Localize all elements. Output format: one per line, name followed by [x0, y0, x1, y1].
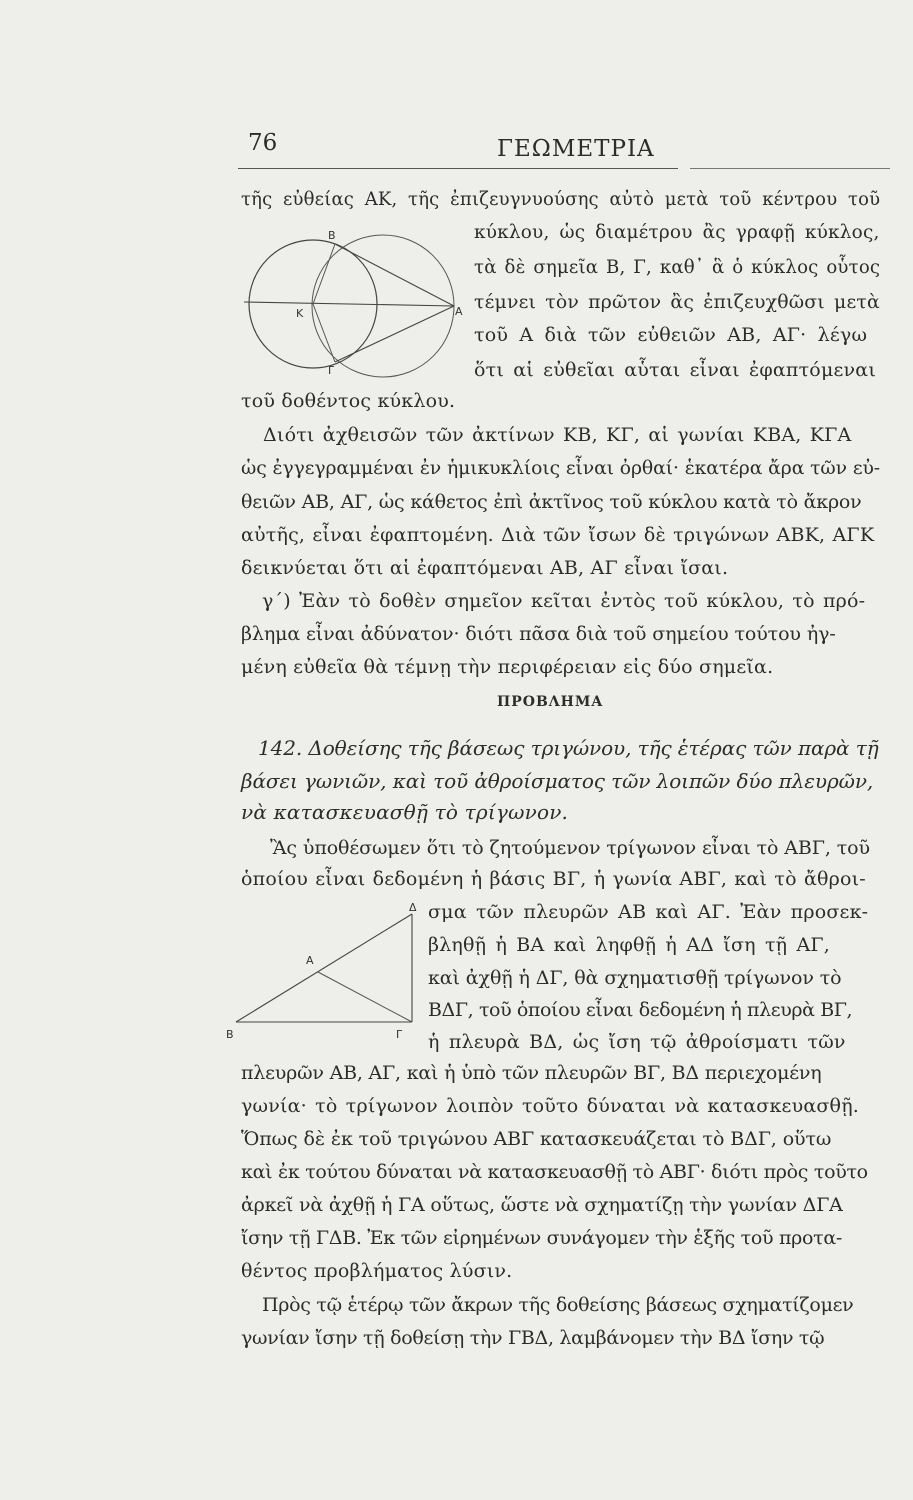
- line-BD: [236, 914, 412, 1022]
- text-line: θειῶν ΑΒ, ΑΓ, ὡς κάθετος ἐπὶ ἀκτῖνος τοῦ κύκλου κατὰ τὸ ἄκρον: [241, 491, 862, 513]
- text-line: ὅτι αἱ εὐθεῖαι αὗται εἶναι ἐφαπτόμεναι: [474, 359, 876, 381]
- text-line: γωνία· τὸ τρίγωνον λοιπὸν τοῦτο δύναται νὰ κατασκευασθῇ.: [241, 1095, 860, 1117]
- text-line: θέντος προβλήματος λύσιν.: [241, 1260, 513, 1282]
- page-title: ΓΕΩΜΕΤΡΙΑ: [497, 136, 655, 162]
- text-line: τοῦ δοθέντος κύκλου.: [241, 390, 456, 412]
- text-line: Ὅπως δὲ ἐκ τοῦ τριγώνου ΑΒΓ κατασκευάζεται τὸ ΒΔΓ, οὕτω: [241, 1128, 832, 1150]
- problem-statement-line: βάσει γωνιῶν, καὶ τοῦ ἀθροίσματος τῶν λοιπῶν δύο πλευρῶν,: [241, 769, 874, 793]
- text-line: πλευρῶν ΑΒ, ΑΓ, καὶ ἡ ὑπὸ τῶν πλευρῶν ΒΓ, ΒΔ περιεχομένη: [241, 1062, 822, 1084]
- line-KA: [244, 302, 454, 306]
- text-line: αὐτῆς, εἶναι ἐφαπτομένη. Διὰ τῶν ἴσων δὲ τριγώνων ΑΒΚ, ΑΓΚ: [241, 524, 875, 546]
- label-D: Δ: [409, 902, 417, 914]
- line-AG: [318, 972, 412, 1022]
- label-K: Κ: [296, 307, 304, 320]
- text-line: Ἂς ὑποθέσωμεν ὅτι τὸ ζητούμενον τρίγωνον εἶναι τὸ ΑΒΓ, τοῦ: [270, 837, 870, 859]
- text-line: δεικνύεται ὅτι αἱ ἐφαπτόμεναι ΑΒ, ΑΓ εἶναι ἴσαι.: [241, 557, 729, 579]
- figure-circle-tangents: [236, 222, 468, 392]
- text-line: ΒΔΓ, τοῦ ὁποίου εἶναι δεδομένη ἡ πλευρὰ ΒΓ,: [428, 999, 853, 1021]
- header-rule: [238, 168, 678, 169]
- problem-statement-line: νὰ κατασκευασθῇ τὸ τρίγωνον.: [241, 800, 569, 824]
- text-line: σμα τῶν πλευρῶν ΑΒ καὶ ΑΓ. Ἐὰν προσεκ-: [428, 901, 869, 923]
- text-line: Διότι ἀχθεισῶν τῶν ἀκτίνων ΚΒ, ΚΓ, αἱ γωνίαι ΚΒΑ, ΚΓΑ: [263, 424, 852, 446]
- text-line: ἀρκεῖ νὰ ἀχθῇ ἡ ΓΑ οὕτως, ὥστε νὰ σχηματίζῃ τὴν γωνίαν ΔΓΑ: [241, 1194, 843, 1216]
- text-line: ἡ πλευρὰ ΒΔ, ὡς ἴση τῷ ἀθροίσματι τῶν: [428, 1031, 846, 1053]
- label-G: Γ: [328, 364, 335, 377]
- text-line: τὰ δὲ σημεῖα Β, Γ, καθ᾽ ἃ ὁ κύκλος οὗτος: [474, 256, 881, 278]
- text-line: βληθῇ ἡ ΒΑ καὶ ληφθῇ ἡ ΑΔ ἴση τῇ ΑΓ,: [428, 934, 831, 956]
- text-line: ὁποίου εἶναι δεδομένη ἡ βάσις ΒΓ, ἡ γωνία ΑΒΓ, καὶ τὸ ἄθροι-: [241, 868, 866, 890]
- text-line: βλημα εἶναι ἀδύνατον· διότι πᾶσα διὰ τοῦ σημείου τούτου ἠγ-: [241, 623, 836, 645]
- text-line: τέμνει τὸν πρῶτον ἂς ἐπιζευχθῶσι μετὰ: [474, 291, 880, 313]
- label-A: Α: [306, 954, 314, 967]
- figure-triangle: [220, 902, 420, 1042]
- text-line: καὶ ἀχθῇ ἡ ΔΓ, θὰ σχηματισθῇ τρίγωνον τὸ: [428, 967, 842, 989]
- label-B: Β: [226, 1028, 234, 1041]
- label-A: Α: [455, 305, 463, 318]
- text-line: τοῦ Α διὰ τῶν εὐθειῶν ΑΒ, ΑΓ· λέγω: [474, 324, 868, 346]
- page-number: 76: [248, 130, 278, 156]
- radius-KG: [313, 304, 335, 362]
- text-line: τῆς εὐθείας ΑΚ, τῆς ἐπιζευγνυούσης αὐτὸ μετὰ τοῦ κέντρου τοῦ: [241, 188, 881, 210]
- label-B: Β: [328, 229, 336, 242]
- radius-KB: [313, 244, 335, 304]
- problem-statement-line: 142. Δοθείσης τῆς βάσεως τριγώνου, τῆς ἑτέρας τῶν παρὰ τῇ: [258, 736, 879, 760]
- text-line: κύκλου, ὡς διαμέτρου ἂς γραφῇ κύκλος,: [474, 221, 880, 243]
- label-G: Γ: [396, 1028, 403, 1041]
- text-line: μένη εὐθεῖα θὰ τέμνῃ τὴν περιφέρειαν εἰς δύο σημεῖα.: [241, 656, 774, 678]
- text-line: καὶ ἐκ τούτου δύναται νὰ κατασκευασθῇ τὸ ΑΒΓ· διότι πρὸς τοῦτο: [241, 1161, 868, 1183]
- tangent-AB: [335, 244, 454, 306]
- text-line: Πρὸς τῷ ἑτέρῳ τῶν ἄκρων τῆς δοθείσης βάσεως σχηματίζομεν: [262, 1294, 854, 1316]
- text-line: γ΄) Ἐὰν τὸ δοθὲν σημεῖον κεῖται ἐντὸς τοῦ κύκλου, τὸ πρό-: [262, 590, 866, 612]
- text-line: ὡς ἐγγεγραμμέναι ἐν ἡμικυκλίοις εἶναι ὀρθαί· ἑκατέρα ἄρα τῶν εὐ-: [241, 457, 881, 479]
- problem-heading: ΠΡΟΒΛΗΜΑ: [497, 694, 604, 710]
- text-line: γωνίαν ἴσην τῇ δοθείσῃ τὴν ΓΒΔ, λαμβάνομεν τὴν ΒΔ ἴσην τῷ: [241, 1327, 825, 1349]
- header-rule-right: [690, 168, 890, 169]
- text-line: ἴσην τῇ ΓΔΒ. Ἐκ τῶν εἰρημένων συνάγομεν τὴν ἑξῆς τοῦ προτα-: [241, 1227, 843, 1249]
